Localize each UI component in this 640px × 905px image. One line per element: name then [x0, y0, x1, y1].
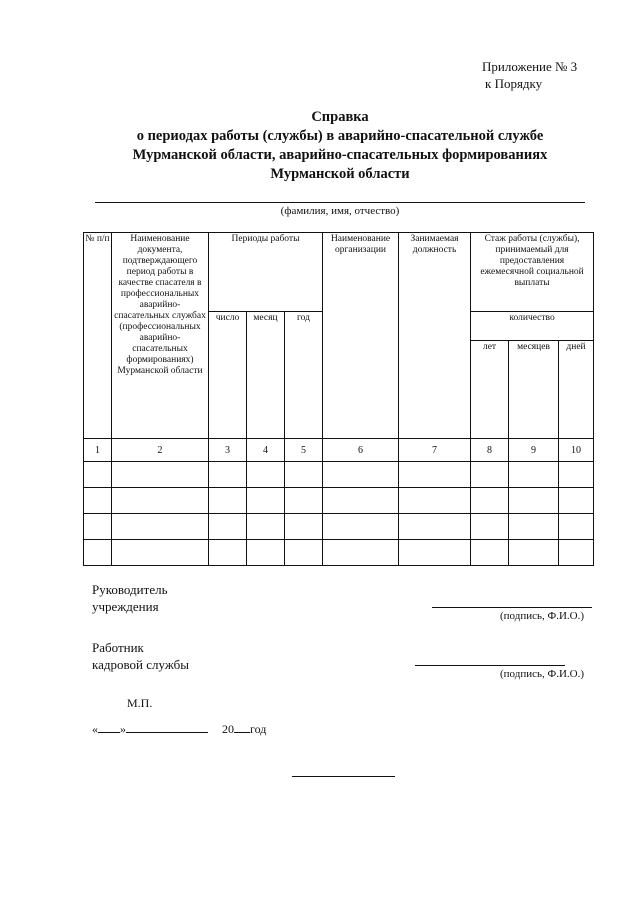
table-cell: [247, 488, 285, 514]
table-cell: [559, 488, 594, 514]
header-quantity: количество: [471, 312, 594, 341]
table-cell: [285, 462, 323, 488]
table-cell: [247, 514, 285, 540]
table-cell: [399, 514, 471, 540]
table-row: [84, 514, 594, 540]
column-number: 10: [559, 439, 594, 462]
table-cell: [399, 462, 471, 488]
column-number: 8: [471, 439, 509, 462]
table-cell: [209, 540, 247, 566]
table-cell: [84, 462, 112, 488]
bottom-separator: [292, 776, 395, 777]
stamp-label: М.П.: [127, 696, 153, 710]
header-organization: Наименование организации: [323, 233, 399, 439]
table-cell: [285, 540, 323, 566]
table-cell: [509, 488, 559, 514]
table-cell: [84, 488, 112, 514]
date-quote-open: «: [92, 722, 98, 736]
table-cell: [84, 540, 112, 566]
table-cell: [84, 514, 112, 540]
table-cell: [247, 540, 285, 566]
column-number: 1: [84, 439, 112, 462]
header-position: Занимаемая должность: [399, 233, 471, 439]
header-document: Наименование документа, подтверждающего период работы в качестве спасателя в профессиональных аварийно-спасательных службах (профессиональных аварийно-спасательных формированиях) Мурманской области: [112, 233, 209, 439]
date-year-blank: [234, 732, 250, 733]
title-line-3: Мурманской области, аварийно-спасательных формированиях: [132, 147, 548, 163]
table-cell: [285, 514, 323, 540]
table-cell: [399, 488, 471, 514]
hr-label-line-2: кадровой службы: [92, 657, 190, 672]
head-signature-caption: (подпись, Ф.И.О.): [500, 610, 584, 622]
annex-to-order: к Порядку: [485, 76, 543, 91]
column-numbers-row: [84, 439, 594, 462]
table-cell: [399, 540, 471, 566]
table-cell: [112, 514, 209, 540]
annex-reference: [482, 58, 577, 92]
head-label-line-1: Руководитель: [92, 582, 168, 597]
header-stazh: Стаж работы (службы), принимаемый для предоставления ежемесячной социальной выплаты: [471, 233, 594, 312]
table-cell: [323, 514, 399, 540]
table-cell: [112, 488, 209, 514]
fio-caption: (фамилия, имя, отчество): [280, 205, 400, 217]
date-day-blank: [98, 732, 120, 733]
table-cell: [209, 514, 247, 540]
date-line: [92, 722, 266, 737]
header-year: год: [285, 312, 323, 439]
table-cell: [209, 488, 247, 514]
table-cell: [471, 462, 509, 488]
hr-signature-caption: (подпись, Ф.И.О.): [500, 668, 584, 680]
date-year-prefix: 20: [222, 722, 234, 736]
column-number: 6: [323, 439, 399, 462]
column-number: 5: [285, 439, 323, 462]
header-months: месяцев: [509, 341, 559, 439]
table-cell: [559, 540, 594, 566]
title-line-1: Справка: [311, 109, 369, 125]
table-cell: [559, 514, 594, 540]
date-quote-close: »: [120, 722, 126, 736]
table-cell: [285, 488, 323, 514]
column-number: 3: [209, 439, 247, 462]
table-cell: [209, 462, 247, 488]
table-cell: [471, 514, 509, 540]
table-cell: [509, 462, 559, 488]
periods-table: [83, 232, 594, 566]
header-days: дней: [559, 341, 594, 439]
table-row: [84, 540, 594, 566]
table-cell: [112, 540, 209, 566]
fio-line: [95, 202, 585, 203]
hr-label: [92, 639, 189, 673]
date-year-suffix: год: [250, 722, 267, 736]
head-signature-line: [432, 607, 592, 608]
table-cell: [471, 540, 509, 566]
column-number: 4: [247, 439, 285, 462]
column-number: 9: [509, 439, 559, 462]
table-row: [84, 488, 594, 514]
table-cell: [323, 488, 399, 514]
header-num: № п/п: [84, 233, 112, 439]
table-cell: [323, 462, 399, 488]
table-cell: [247, 462, 285, 488]
header-month: месяц: [247, 312, 285, 439]
column-number: 2: [112, 439, 209, 462]
table-cell: [559, 462, 594, 488]
date-month-blank: [126, 732, 208, 733]
table-cell: [112, 462, 209, 488]
column-number: 7: [399, 439, 471, 462]
table-cell: [323, 540, 399, 566]
document-title: [60, 108, 620, 184]
header-day: число: [209, 312, 247, 439]
table-row: [84, 462, 594, 488]
table-cell: [471, 488, 509, 514]
title-line-4: Мурманской области: [270, 166, 410, 182]
table-cell: [509, 514, 559, 540]
header-periods: Периоды работы: [209, 233, 323, 312]
head-label: [92, 581, 168, 615]
table-cell: [509, 540, 559, 566]
header-years: лет: [471, 341, 509, 439]
head-label-line-2: учреждения: [92, 599, 159, 614]
hr-signature-line: [415, 665, 565, 666]
title-line-2: о периодах работы (службы) в аварийно-спасательной службе: [136, 128, 544, 144]
annex-number: Приложение № 3: [482, 59, 578, 74]
hr-label-line-1: Работник: [92, 640, 144, 655]
